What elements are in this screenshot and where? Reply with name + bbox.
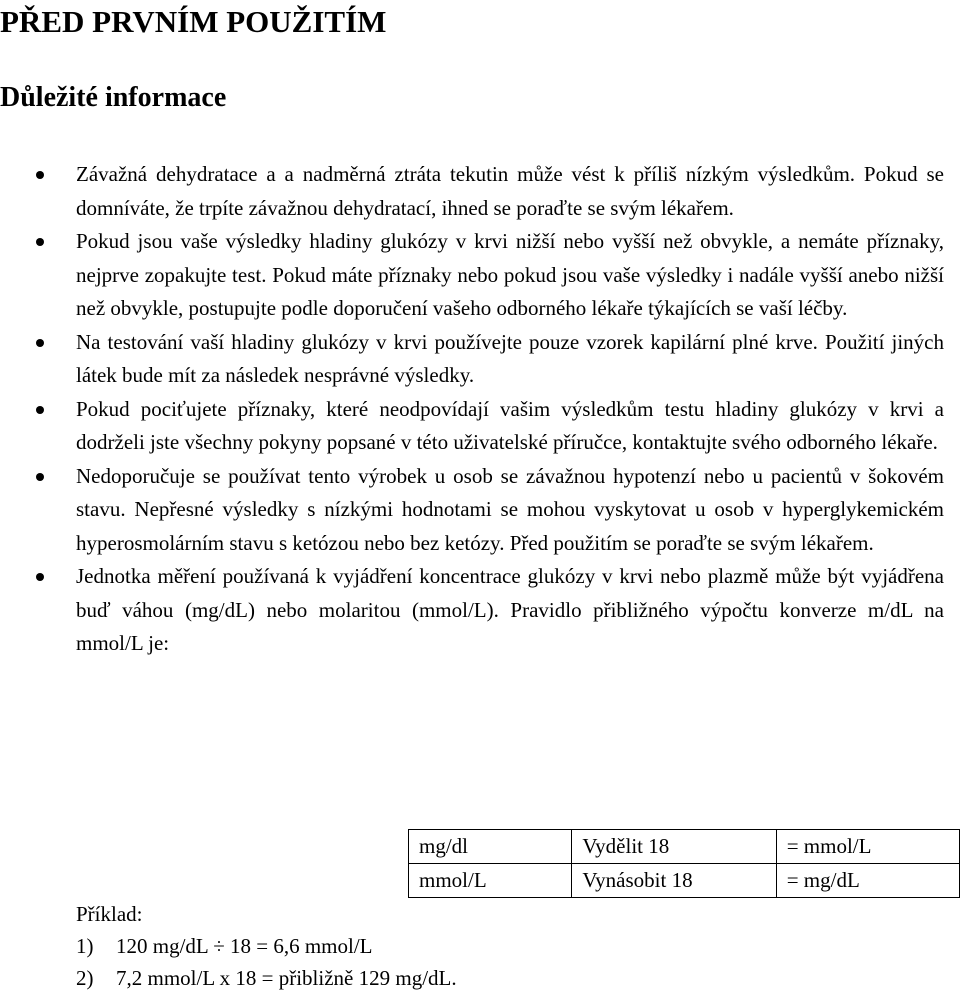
bullet-item: Jednotka měření používaná k vyjádření koncentrace glukózy v krvi nebo plazmě může být vyjádřena buď váhou (mg/dL) nebo molaritou (mmol/L). Pravidlo přibližného výpočtu konverze m/dL na mmol/L je:: [0, 560, 944, 661]
conversion-table: [408, 829, 960, 898]
bullet-item: Na testování vaší hladiny glukózy v krvi používejte pouze vzorek kapilární plné krve. Použití jiných látek bude mít za následek nesprávné výsledky.: [0, 326, 944, 393]
example-label: Příklad:: [76, 902, 143, 926]
bullet-item: Pokud pociťujete příznaky, které neodpovídají vašim výsledkům testu hladiny glukózy v krvi a dodrželi jste všechny pokyny popsané v této uživatelské příručce, kontaktujte svého odborného lékaře.: [0, 393, 944, 460]
table-row: [409, 864, 960, 898]
table-cell: mg/dl: [409, 830, 572, 864]
table-row: [409, 830, 960, 864]
table-cell: = mg/dL: [776, 864, 959, 898]
bullet-item: Nedoporučuje se používat tento výrobek u osob se závažnou hypotenzí nebo u pacientů v šokovém stavu. Nepřesné výsledky s nízkými hodnotami se mohou vyskytovat u osob v hyperglykemickém hyperosmolárním stavu s ketózou nebo bez ketózy. Před použitím se poraďte se svým lékařem.: [0, 460, 944, 561]
example-text: 120 mg/dL ÷ 18 = 6,6 mmol/L: [116, 934, 373, 958]
bullet-item: Pokud jsou vaše výsledky hladiny glukózy v krvi nižší nebo vyšší než obvykle, a nemáte příznaky, nejprve zopakujte test. Pokud máte příznaky nebo pokud jsou vaše výsledky i nadále vyšší anebo nižší než obvykle, postupujte podle doporučení vašeho odborného lékaře týkajících se vaší léčby.: [0, 225, 944, 326]
bullet-item: Závažná dehydratace a a nadměrná ztráta tekutin může vést k příliš nízkým výsledkům. Pokud se domníváte, že trpíte závažnou dehydratací, ihned se poraďte se svým lékařem.: [0, 158, 944, 225]
example-number: 1): [76, 934, 94, 958]
table-cell: mmol/L: [409, 864, 572, 898]
table-cell: Vydělit 18: [572, 830, 776, 864]
example-number: 2): [76, 966, 94, 990]
section-title: Důležité informace: [0, 82, 227, 113]
table-cell: = mmol/L: [776, 830, 959, 864]
example-block: [76, 898, 457, 994]
important-info-list: [0, 158, 944, 661]
example-text: 7,2 mmol/L x 18 = přibližně 129 mg/dL.: [116, 966, 457, 990]
page-title: PŘED PRVNÍM POUŽITÍM: [0, 4, 387, 39]
example-item: [76, 962, 457, 994]
example-item: [76, 930, 373, 962]
table-cell: Vynásobit 18: [572, 864, 776, 898]
